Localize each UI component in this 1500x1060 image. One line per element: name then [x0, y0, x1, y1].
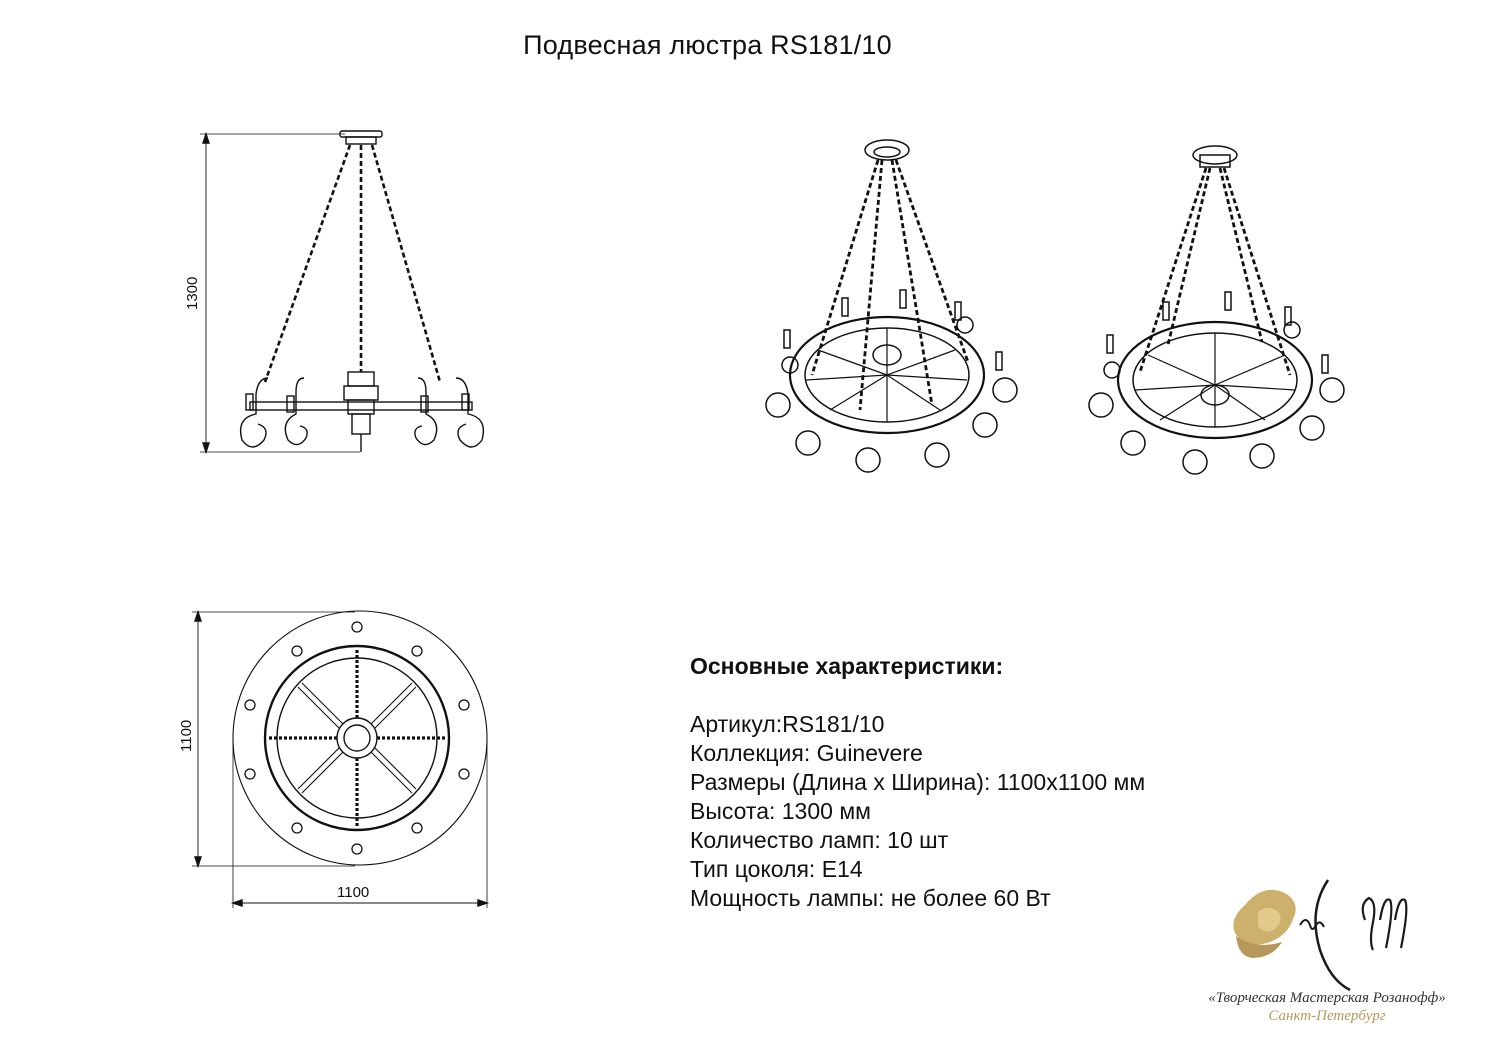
specs-block: [690, 652, 1145, 913]
logo-company-name: «Творческая Мастерская Розанофф»: [1208, 990, 1446, 1006]
height-dimension: [200, 134, 360, 452]
page-title: Подвесная люстра RS181/10: [523, 30, 892, 60]
spec-collection: Коллекция: Guinevere: [690, 740, 923, 766]
chains: [265, 145, 440, 382]
top-view-height-label: 1100: [178, 719, 195, 752]
spec-lamp-count: Количество ламп: 10 шт: [690, 827, 949, 853]
top-view: [192, 611, 487, 908]
logo-city: Санкт-Петербург: [1268, 1008, 1386, 1024]
spec-socket-type: Тип цоколя: E14: [690, 856, 863, 882]
specs-heading: Основные характеристики:: [690, 653, 1004, 679]
spec-dimensions: Размеры (Длина х Ширина): 1100x1100 мм: [690, 769, 1146, 795]
front-view: [200, 131, 483, 452]
isometric-view-1: [766, 140, 1017, 472]
height-label: 1300: [184, 276, 201, 310]
spec-article: Артикул:RS181/10: [690, 711, 885, 737]
rosanoff-logo: [1233, 880, 1406, 990]
spec-height: Высота: 1300 мм: [690, 798, 871, 824]
spec-lamp-power: Мощность лампы: не более 60 Вт: [690, 885, 1051, 911]
isometric-view-2: [1089, 146, 1344, 474]
top-view-width-label: 1100: [337, 884, 370, 901]
